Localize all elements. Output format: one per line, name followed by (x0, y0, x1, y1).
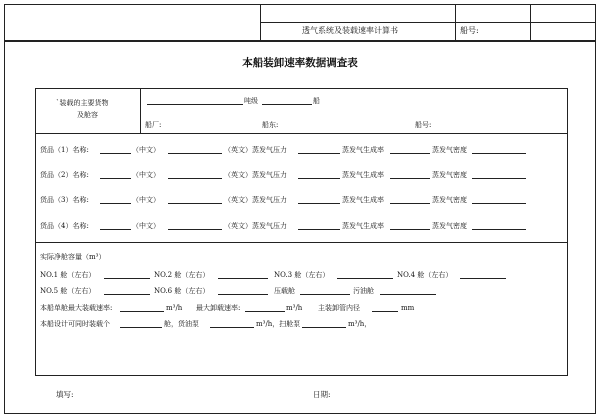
vapor-pressure-field[interactable] (298, 153, 340, 154)
row-divider-2 (35, 242, 568, 243)
cargo-name-en-field[interactable] (168, 203, 222, 204)
simultaneous-load-label: 本船设计可同时装载个 (40, 320, 110, 328)
vapor-density-label: 蒸发气密度 (432, 196, 467, 204)
no2-tank-field[interactable] (218, 278, 268, 279)
table-top (35, 88, 568, 89)
english-vapor-pressure-label: （英文）蒸发气压力 (224, 196, 287, 204)
vapor-density-label: 蒸发气密度 (432, 222, 467, 230)
vapor-density-label: 蒸发气密度 (432, 171, 467, 179)
cargo-pump-label: 舱，货油泵 (164, 320, 199, 328)
cargo-name-en-field[interactable] (168, 178, 222, 179)
owner-label: 船东: (262, 121, 279, 129)
max-load-rate-label: 本船单舱最大装载速率: (40, 304, 113, 312)
ship-suffix: 船 (313, 97, 320, 105)
hull-no-label: 船号: (415, 121, 432, 129)
tonnage-field[interactable] (147, 104, 243, 105)
vapor-generation-rate-field[interactable] (390, 178, 430, 179)
tonnage-suffix: 吨级 (244, 97, 258, 105)
filled-by-label: 填写: (56, 390, 74, 399)
stripping-pump-field[interactable] (302, 327, 346, 328)
ballast-tank-label: 压载舱 (274, 287, 295, 295)
header-divider-mid (260, 22, 595, 23)
chinese-label: （中文） (132, 196, 160, 204)
pipe-diameter-unit: mm (401, 304, 415, 312)
no6-tank-field[interactable] (218, 294, 268, 295)
cargo-name-label: 货品（2）名称: (40, 171, 89, 179)
date-label: 日期: (313, 390, 331, 399)
ship-type-field[interactable] (262, 104, 312, 105)
vapor-generation-rate-label: 蒸发气生成率 (342, 146, 384, 154)
no4-tank-field[interactable] (460, 278, 506, 279)
vapor-generation-rate-field[interactable] (390, 229, 430, 230)
no3-tank-label: NO.3 舱（左右） (274, 271, 330, 279)
shipyard-label: 船厂: (145, 121, 162, 129)
header-doc-title: 透气系统及装载速率计算书 (302, 26, 398, 35)
cargo-name-cn-field[interactable] (100, 153, 131, 154)
cargo-name-label: 货品（1）名称: (40, 146, 89, 154)
english-vapor-pressure-label: （英文）蒸发气压力 (224, 146, 287, 154)
max-unload-rate-field[interactable] (245, 311, 285, 312)
cargo-name-en-field[interactable] (168, 153, 222, 154)
table-bottom (35, 375, 568, 376)
frame-bottom (4, 413, 596, 414)
vapor-generation-rate-label: 蒸发气生成率 (342, 171, 384, 179)
capacity-heading: 实际净舱容量（m³） (40, 253, 106, 261)
max-load-rate-unit: m³/h (166, 304, 183, 312)
cargo-name-cn-field[interactable] (100, 203, 131, 204)
vapor-density-field[interactable] (472, 203, 526, 204)
ballast-tank-field[interactable] (300, 294, 350, 295)
cargo-pump-field[interactable] (210, 327, 254, 328)
cargo-name-en-field[interactable] (168, 229, 222, 230)
chinese-label: （中文） (132, 222, 160, 230)
cargo-name-cn-field[interactable] (100, 178, 131, 179)
cargo-capacity-label-1: `装载的主要货物 (56, 99, 109, 107)
pipe-diameter-label: 主装卸管内径 (318, 304, 360, 312)
vapor-generation-rate-field[interactable] (390, 153, 430, 154)
header-ship-no-label: 船号: (460, 26, 479, 35)
max-unload-rate-label: 最大卸载速率: (196, 304, 241, 312)
stripping-pump-unit: m³/h， (348, 320, 372, 328)
page-title: 本船装卸速率数据调查表 (242, 57, 358, 69)
no5-tank-field[interactable] (104, 294, 150, 295)
header-divider-bottom (4, 40, 596, 42)
cargo-name-cn-field[interactable] (100, 229, 131, 230)
header-vline-1 (260, 4, 261, 41)
cargo-name-label: 货品（4）名称: (40, 222, 89, 230)
frame-top (4, 4, 596, 5)
chinese-label: （中文） (132, 146, 160, 154)
cargo-capacity-label-2: 及舱容 (77, 111, 98, 119)
header-vline-2 (455, 4, 456, 41)
vapor-pressure-field[interactable] (298, 203, 340, 204)
no3-tank-field[interactable] (337, 278, 393, 279)
vapor-density-field[interactable] (472, 178, 526, 179)
no5-tank-label: NO.5 舱（左右） (40, 287, 96, 295)
vapor-density-field[interactable] (472, 229, 526, 230)
no1-tank-label: NO.1 舱（左右） (40, 271, 96, 279)
max-load-rate-field[interactable] (120, 311, 164, 312)
vapor-pressure-field[interactable] (298, 229, 340, 230)
vapor-density-label: 蒸发气密度 (432, 146, 467, 154)
stripping-pump-label: m³/h，扫舱泵 (256, 320, 301, 328)
row-divider-1 (35, 133, 568, 134)
sewage-tank-field[interactable] (380, 294, 436, 295)
english-vapor-pressure-label: （英文）蒸发气压力 (224, 171, 287, 179)
sewage-tank-label: 污油舱 (353, 287, 374, 295)
table-right (567, 88, 568, 376)
cargo-name-label: 货品（3）名称: (40, 196, 89, 204)
no1-tank-field[interactable] (104, 278, 150, 279)
no6-tank-label: NO.6 舱（左右） (154, 287, 210, 295)
header-vline-3 (530, 4, 531, 41)
simultaneous-tanks-field[interactable] (120, 327, 162, 328)
table-left (35, 88, 36, 376)
vapor-generation-rate-label: 蒸发气生成率 (342, 196, 384, 204)
max-unload-rate-unit: m³/h (286, 304, 303, 312)
vapor-generation-rate-label: 蒸发气生成率 (342, 222, 384, 230)
vapor-generation-rate-field[interactable] (390, 203, 430, 204)
pipe-diameter-field[interactable] (372, 311, 398, 312)
chinese-label: （中文） (132, 171, 160, 179)
vapor-pressure-field[interactable] (298, 178, 340, 179)
english-vapor-pressure-label: （英文）蒸发气压力 (224, 222, 287, 230)
vapor-density-field[interactable] (472, 153, 526, 154)
no2-tank-label: NO.2 舱（左右） (154, 271, 210, 279)
section1-vline (140, 88, 141, 134)
no4-tank-label: NO.4 舱（左右） (397, 271, 453, 279)
